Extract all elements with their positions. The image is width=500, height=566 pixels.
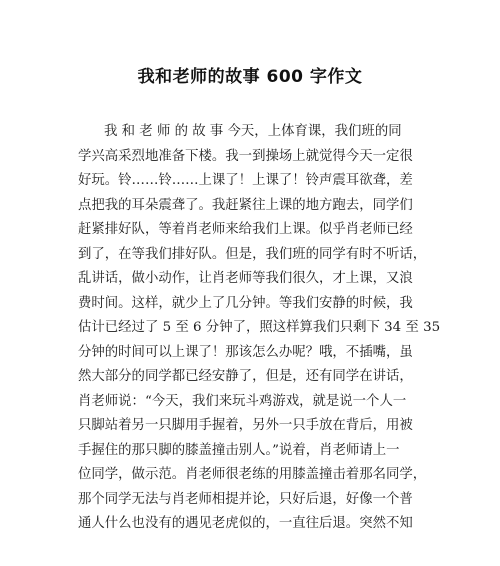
text-line: 分钟的时间可以上课了！那该怎么办呢？哦，不插嘴，虽 [78,344,413,360]
text-line: 只脚站着另一只脚用手握着，另外一只手放在背后，用被 [78,418,413,433]
text-line: 费时间。这样，就少上了几分钟。等我们安静的时候，我 [78,295,413,311]
text-line: 好玩。铃……铃……上课了！上课了！铃声震耳欲聋，差 [78,173,413,188]
text-line: 通人什么也没有的遇见老虎似的，一直往后退。突然不知 [78,516,413,531]
essay-body [78,120,441,537]
document-title: 我和老师的故事 600 字作文 [137,67,363,87]
text-line: 手握住的那只脚的膝盖撞击别人。”说着，肖老师请上一 [78,442,400,458]
text-line: 肖老师说：“今天，我们来玩斗鸡游戏，就是说一个人一 [78,393,407,409]
text-line: 估计已经过了 5 至 6 分钟了，照这样算我们只剩下 34 至 35 [78,320,441,335]
text-line: 那个同学无法与肖老师相提并论，只好后退，好像一个普 [78,491,413,507]
text-line: 乱讲话，做小动作，让肖老师等我们很久，才上课，又浪 [78,271,413,286]
text-line: 到了，在等我们排好队。但是，我们班的同学有时不听话， [78,246,427,262]
text-line: 我 和 老 师 的 故 事 今天，上体育课，我们班的同 [104,124,402,139]
text-line: 点把我的耳朵震聋了。我赶紧往上课的地方跑去，同学们 [78,197,413,213]
text-line: 学兴高采烈地准备下楼。我一到操场上就觉得今天一定很 [78,148,413,164]
text-line: 赶紧排好队，等着肖老师来给我们上课。似乎肖老师已经 [78,222,413,237]
text-line: 然大部分的同学都已经安静了，但是，还有同学在讲话， [78,369,413,384]
text-line: 位同学，做示范。肖老师很老练的用膝盖撞击着那名同学， [78,467,427,482]
